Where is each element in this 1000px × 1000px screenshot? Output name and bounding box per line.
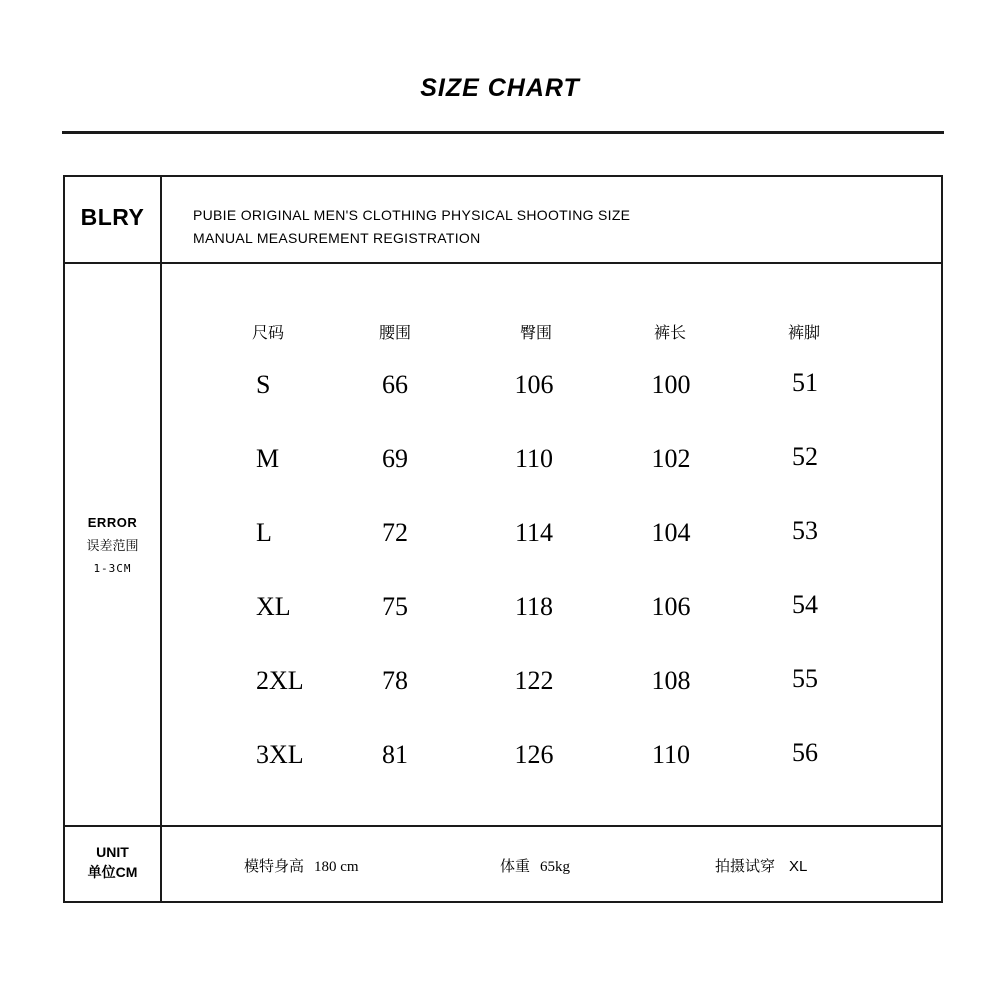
table-cell-length: 100	[651, 370, 691, 399]
table-cell-waist: 72	[382, 518, 408, 547]
page-title: SIZE CHART	[420, 74, 580, 102]
title-divider	[62, 131, 944, 134]
header-hip: 臀围	[519, 325, 552, 342]
table-cell-length: 106	[651, 592, 691, 621]
header-length: 裤长	[653, 325, 686, 342]
table-cell-waist: 69	[382, 444, 408, 473]
table-cell-leg-opening: 53	[792, 516, 818, 545]
table-cell-leg-opening: 52	[792, 442, 818, 471]
error-title: ERROR	[87, 515, 138, 530]
description-line-1: PUBIE ORIGINAL MEN'S CLOTHING PHYSICAL SHOOTING SIZE	[193, 207, 631, 223]
error-subtitle: 误差范围	[86, 538, 139, 553]
header-leg-opening: 裤脚	[787, 325, 820, 342]
model-height	[244, 855, 359, 876]
table-cell-size: 2XL	[256, 666, 304, 695]
table-cell-length: 104	[651, 518, 691, 547]
table-cell-waist: 66	[382, 370, 408, 399]
table-cell-hip: 110	[514, 444, 554, 473]
error-range: 1-3CM	[93, 562, 132, 575]
table-cell-length: 108	[651, 666, 691, 695]
model-weight-value: 65kg	[540, 859, 571, 875]
table-cell-leg-opening: 51	[792, 368, 818, 397]
description-line-2: MANUAL MEASUREMENT REGISTRATION	[193, 230, 481, 246]
table-cell-leg-opening: 55	[792, 664, 818, 693]
table-cell-hip: 122	[514, 666, 554, 695]
table-cell-waist: 75	[382, 592, 408, 621]
unit-subtitle: 单位CM	[87, 864, 138, 880]
model-height-value: 180 cm	[314, 859, 359, 875]
error-range-block	[65, 511, 160, 580]
model-size-value: XL	[789, 858, 808, 875]
table-cell-size: 3XL	[256, 740, 304, 769]
model-weight	[500, 855, 570, 876]
unit-block	[65, 842, 160, 882]
table-cell-leg-opening: 56	[792, 738, 818, 767]
table-cell-leg-opening: 54	[792, 590, 818, 619]
model-height-label: 模特身高	[244, 858, 305, 875]
table-cell-waist: 78	[382, 666, 408, 695]
vertical-divider	[160, 175, 162, 903]
table-cell-waist: 81	[382, 740, 408, 769]
header-divider	[63, 262, 943, 264]
table-cell-length: 102	[651, 444, 691, 473]
header-size: 尺码	[251, 325, 284, 342]
table-cell-size: S	[256, 370, 271, 399]
table-cell-size: L	[256, 518, 272, 547]
header-waist: 腰围	[378, 325, 411, 342]
table-cell-hip: 118	[514, 592, 554, 621]
table-cell-size: M	[256, 444, 280, 473]
footer-divider	[63, 825, 943, 827]
table-cell-hip: 106	[514, 370, 554, 399]
table-cell-hip: 114	[514, 518, 554, 547]
brand-logo-text: BLRY	[80, 204, 145, 230]
model-weight-label: 体重	[500, 858, 531, 875]
model-fitted-size	[715, 855, 807, 876]
model-size-label: 拍摄试穿	[715, 858, 776, 875]
description	[193, 204, 630, 250]
table-cell-size: XL	[256, 592, 291, 621]
unit-title: UNIT	[96, 844, 129, 860]
table-cell-hip: 126	[514, 740, 554, 769]
table-cell-length: 110	[651, 740, 691, 769]
